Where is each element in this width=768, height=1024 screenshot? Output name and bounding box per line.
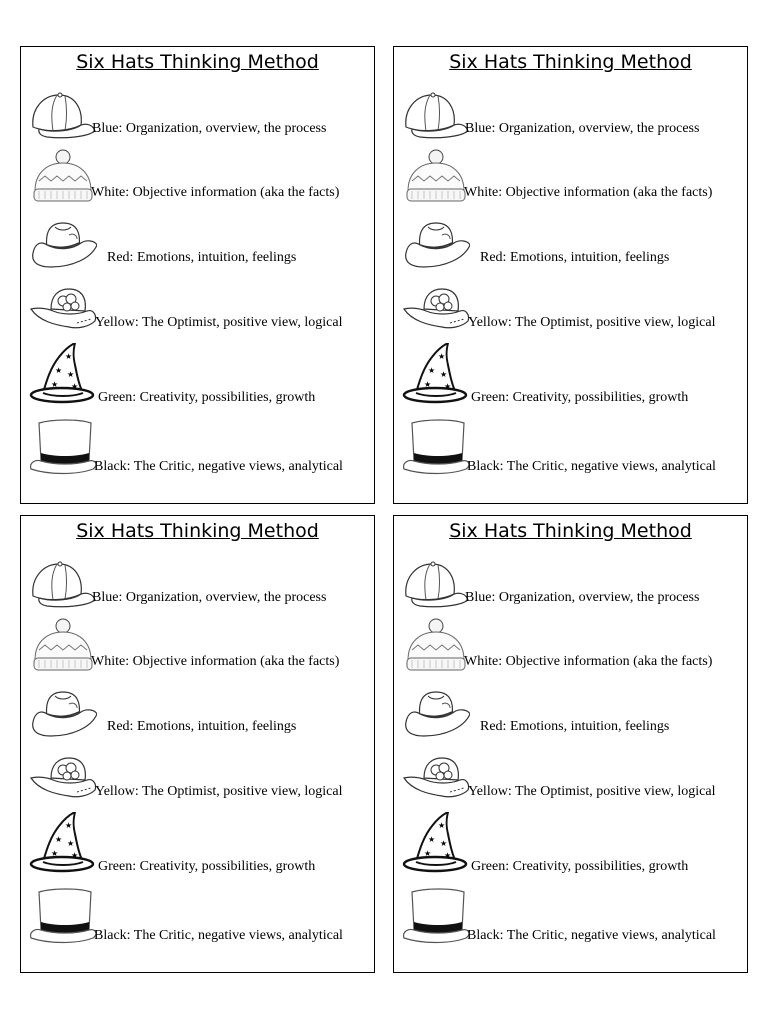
sun-hat-icon	[29, 748, 97, 810]
beanie-icon	[29, 147, 97, 209]
cowboy-hat-icon	[29, 213, 97, 275]
hat-description: Blue: Organization, overview, the process	[92, 121, 327, 136]
hat-description: Red: Emotions, intuition, feelings	[107, 719, 297, 734]
baseball-cap-icon	[29, 87, 97, 149]
hat-description: Black: The Critic, negative views, analytical	[467, 928, 716, 943]
hat-description: White: Objective information (aka the facts)	[464, 185, 713, 200]
hat-description: Blue: Organization, overview, the process	[92, 590, 327, 605]
hat-description: Green: Creativity, possibilities, growth	[98, 859, 316, 874]
hat-description: Yellow: The Optimist, positive view, logical	[95, 315, 343, 330]
top-hat-icon	[402, 417, 470, 479]
wizard-hat-icon	[402, 812, 470, 874]
hat-description: Black: The Critic, negative views, analytical	[94, 928, 343, 943]
hat-description: Yellow: The Optimist, positive view, logical	[468, 315, 716, 330]
hat-description: White: Objective information (aka the facts)	[464, 654, 713, 669]
hat-description: Blue: Organization, overview, the process	[465, 121, 700, 136]
cowboy-hat-icon	[402, 682, 470, 744]
hat-description: Red: Emotions, intuition, feelings	[107, 250, 297, 265]
wizard-hat-icon	[402, 343, 470, 405]
hat-description: Green: Creativity, possibilities, growth	[471, 859, 689, 874]
hat-description: Green: Creativity, possibilities, growth	[471, 390, 689, 405]
hat-description: White: Objective information (aka the facts)	[91, 185, 340, 200]
cowboy-hat-icon	[402, 213, 470, 275]
baseball-cap-icon	[29, 556, 97, 618]
card-title: Six Hats Thinking Method	[76, 520, 319, 542]
baseball-cap-icon	[402, 556, 470, 618]
wizard-hat-icon	[29, 812, 97, 874]
beanie-icon	[29, 616, 97, 678]
hat-description: Red: Emotions, intuition, feelings	[480, 250, 670, 265]
cowboy-hat-icon	[29, 682, 97, 744]
hat-description: Black: The Critic, negative views, analytical	[467, 459, 716, 474]
hat-description: Blue: Organization, overview, the process	[465, 590, 700, 605]
hat-card	[393, 515, 748, 973]
hat-description: White: Objective information (aka the facts)	[91, 654, 340, 669]
top-hat-icon	[29, 886, 97, 948]
top-hat-icon	[29, 417, 97, 479]
hat-card	[20, 515, 375, 973]
hat-card	[20, 46, 375, 504]
hat-description: Black: The Critic, negative views, analytical	[94, 459, 343, 474]
beanie-icon	[402, 147, 470, 209]
hat-description: Green: Creativity, possibilities, growth	[98, 390, 316, 405]
card-title: Six Hats Thinking Method	[76, 51, 319, 73]
sun-hat-icon	[402, 748, 470, 810]
baseball-cap-icon	[402, 87, 470, 149]
sun-hat-icon	[29, 279, 97, 341]
sun-hat-icon	[402, 279, 470, 341]
hat-description: Yellow: The Optimist, positive view, logical	[468, 784, 716, 799]
top-hat-icon	[402, 886, 470, 948]
hat-description: Yellow: The Optimist, positive view, logical	[95, 784, 343, 799]
hat-card	[393, 46, 748, 504]
wizard-hat-icon	[29, 343, 97, 405]
hat-description: Red: Emotions, intuition, feelings	[480, 719, 670, 734]
card-title: Six Hats Thinking Method	[449, 51, 692, 73]
beanie-icon	[402, 616, 470, 678]
card-title: Six Hats Thinking Method	[449, 520, 692, 542]
